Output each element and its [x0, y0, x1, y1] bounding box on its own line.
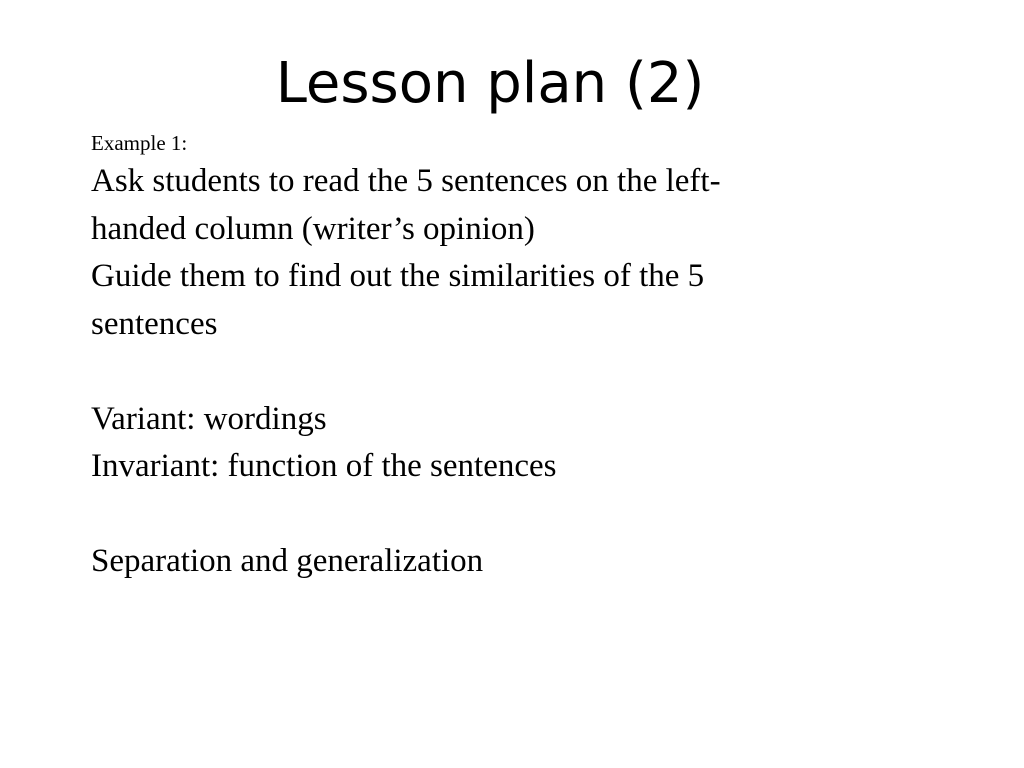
blank-line — [91, 348, 891, 396]
slide-title: Lesson plan (2) — [275, 51, 705, 116]
example-label: Example 1: — [91, 131, 188, 155]
body-line-guide-them: Guide them to find out the similarities of the 5 — [91, 258, 705, 294]
body-line-sentences: sentences — [91, 305, 218, 342]
slide-body — [91, 128, 891, 586]
body-line-handed-column: handed column (writer’s opinion) — [91, 210, 535, 247]
blank-line — [91, 491, 891, 539]
body-line-separation: Separation and generalization — [91, 543, 484, 579]
body-line-ask-students: Ask students to read the 5 sentences on the left- — [91, 163, 721, 199]
body-line-variant: Variant: wordings — [91, 400, 327, 437]
body-line-invariant: Invariant: function of the sentences — [91, 448, 557, 484]
